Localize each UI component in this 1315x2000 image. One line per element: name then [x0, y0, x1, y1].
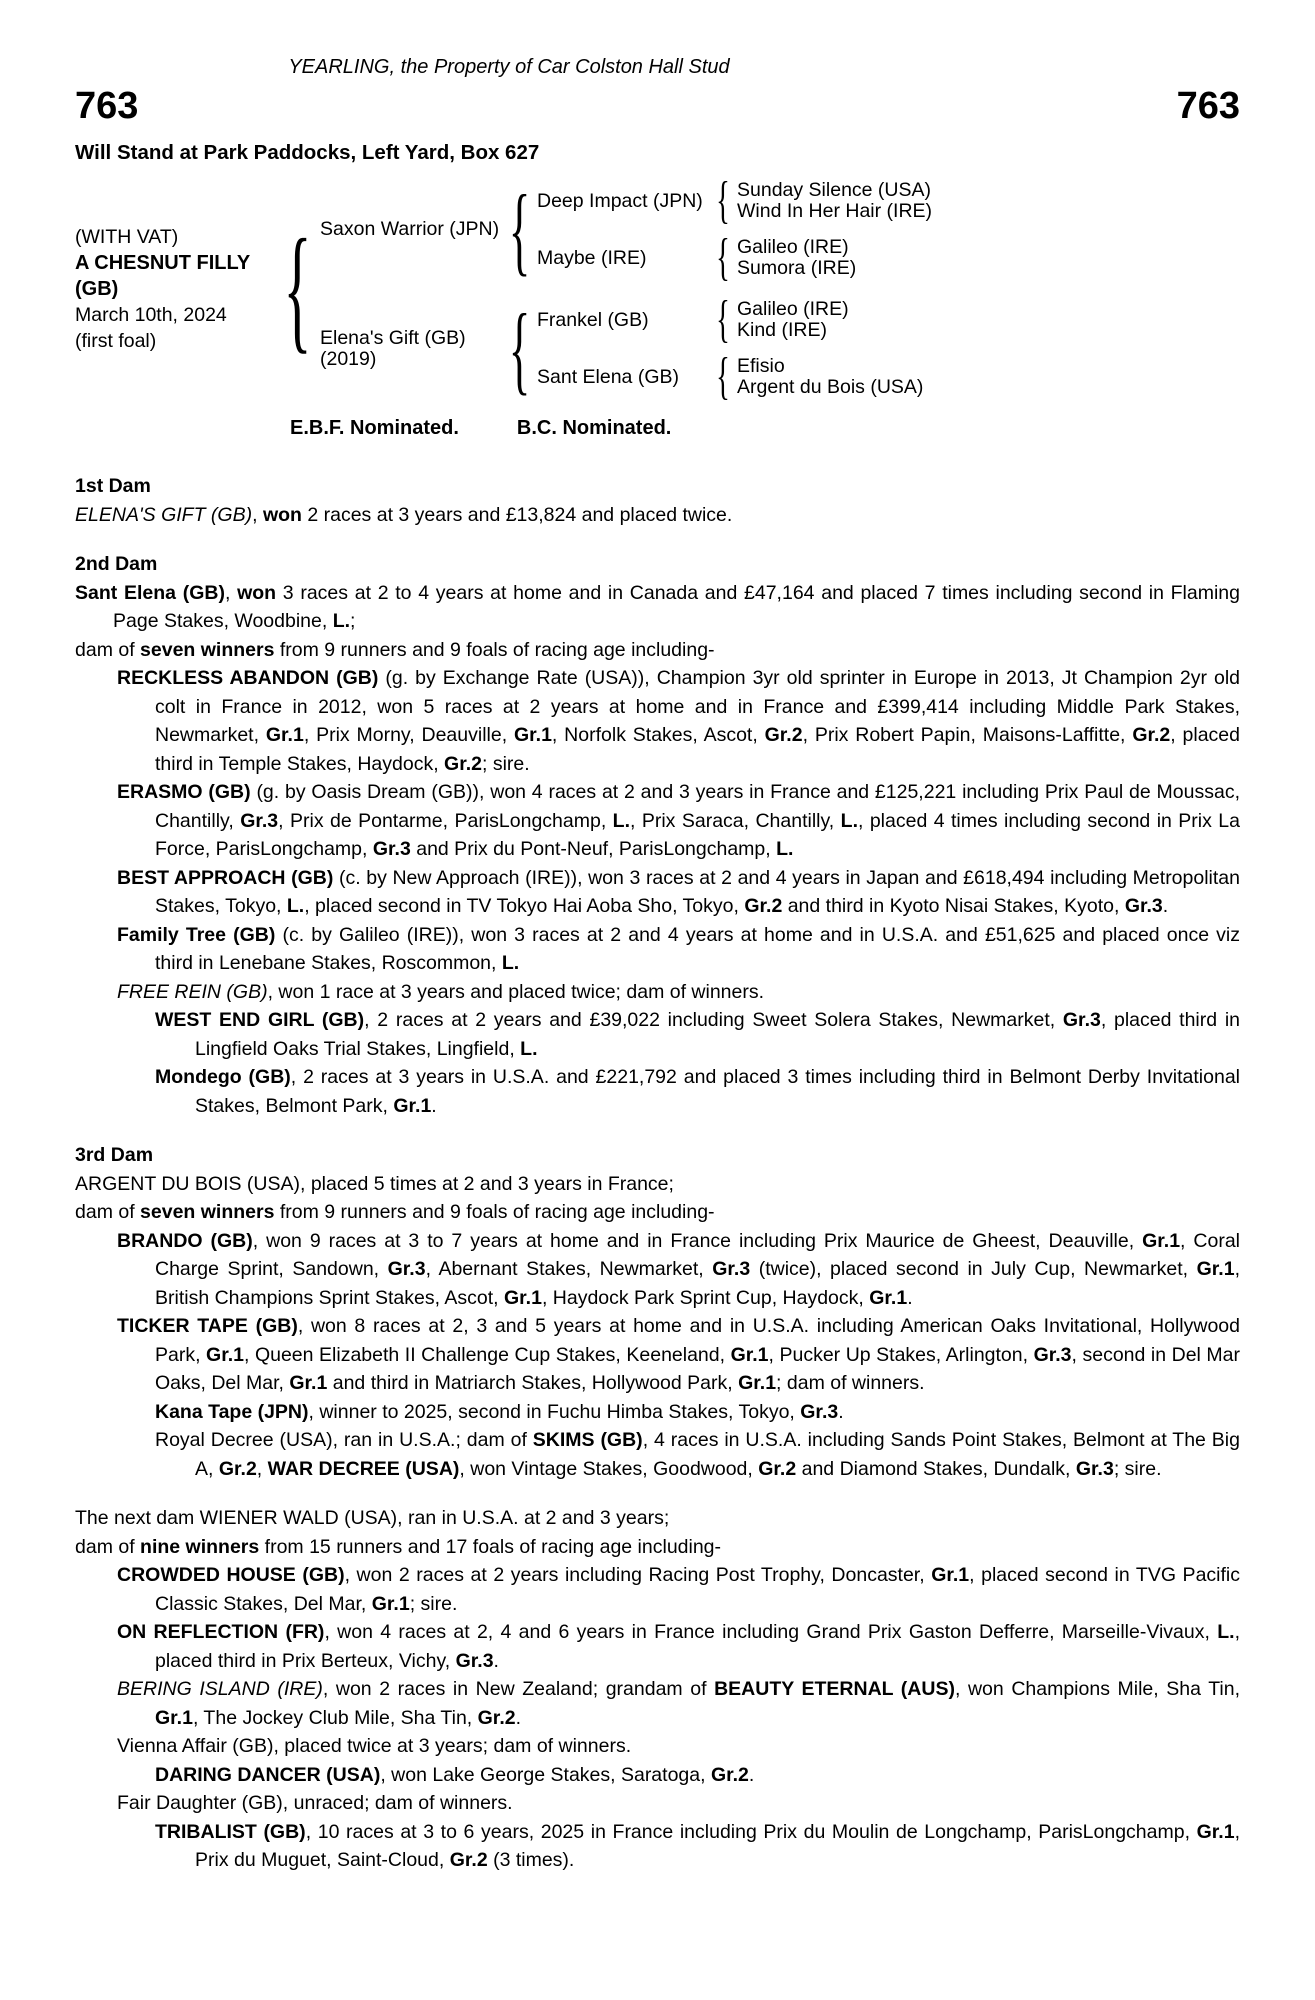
with-vat-label: (WITH VAT)	[75, 226, 179, 248]
pedigree-generations	[320, 172, 933, 405]
pedigree-paragraph: Sant Elena (GB), won 3 races at 2 to 4 years at home and in Canada and £47,164 and placed 7 times including second in Flaming Page Stakes, Woodbine, L.;	[75, 581, 1241, 632]
great-grandsire-name: Sunday Silence (USA)	[737, 178, 932, 201]
pedigree-paragraph: dam of nine winners from 15 runners and 17 foals of racing age including-	[75, 1535, 722, 1558]
pedigree-paragraph: WEST END GIRL (GB), 2 races at 2 years and £39,022 including Sweet Solera Stakes, Newmarket, Gr.3, placed third in Lingfield Oaks Trial Stakes, Lingfield, L.	[155, 1009, 1241, 1060]
catalogue-body	[75, 472, 1240, 1875]
sire-grandparents	[537, 172, 933, 286]
pedigree-paragraph: Royal Decree (USA), ran in U.S.A.; dam of SKIMS (GB), 4 races in U.S.A. including Sands Point Stakes, Belmont at The Big A, Gr.2, WAR DECREE (USA), won Vintage Stakes, Goodwood, Gr.2 and Diamond Stakes, Dundalk, Gr.3; sire.	[155, 1429, 1240, 1480]
pedigree-paragraph: RECKLESS ABANDON (GB) (g. by Exchange Rate (USA)), Champion 3yr old sprinter in Europe in 2013, Jt Champion 2yr old colt in France in 2012, won 5 races at 2 years at home and in France and £399,414 including Middle Park Stakes, Newmarket, Gr.1, Prix Morny, Deauville, Gr.1, Norfolk Stakes, Ascot, Gr.2, Prix Robert Papin, Maisons-Laffitte, Gr.2, placed third in Temple Stakes, Haydock, Gr.2; sire.	[117, 667, 1240, 775]
pedigree-paragraph: dam of seven winners from 9 runners and 9 foals of racing age including-	[75, 1201, 715, 1223]
sire-dam-branch	[537, 229, 932, 286]
dam-section-heading: 1st Dam	[75, 475, 151, 497]
dam-grandparents	[537, 291, 924, 405]
pedigree-paragraph: BEST APPROACH (GB) (c. by New Approach (IRE)), won 3 races at 2 and 4 years in Japan and £618,494 including Metropolitan Stakes, Tokyo, L., placed second in TV Tokyo Hai Aoba Sho, Tokyo, Gr.2 and third in Kyoto Nisai Stakes, Kyoto, Gr.3.	[117, 866, 1240, 917]
pedigree-paragraph: BRANDO (GB), won 9 races at 3 to 7 years at home and in France including Prix Maurice de Gheest, Deauville, Gr.1, Coral Charge Sprint, Sandown, Gr.3, Abernant Stakes, Newmarket, Gr.3 (twice), placed second in July Cup, Newmarket, Gr.1, British Champions Sprint Stakes, Ascot, Gr.1, Haydock Park Sprint Cup, Haydock, Gr.1.	[117, 1229, 1241, 1309]
pedigree-paragraph: ERASMO (GB) (g. by Oasis Dream (GB)), won 4 races at 2 and 3 years in France and £125,221 including Prix Paul de Moussac, Chantilly, Gr.3, Prix de Pontarme, ParisLongchamp, L., Prix Saraca, Chantilly, L., placed 4 times including second in Prix La Force, ParisLongchamp, Gr.3 and Prix du Pont-Neuf, ParisLongchamp, L.	[117, 781, 1240, 860]
brace-dam-dam: {	[716, 348, 730, 405]
brace-dam: {	[508, 292, 531, 404]
brace-sire: {	[508, 173, 531, 285]
pedigree-tree	[75, 172, 1240, 405]
foal-country: (GB)	[75, 278, 119, 300]
great-grandsire-name: Galileo (IRE)	[737, 297, 849, 320]
section-gap	[75, 529, 1240, 550]
pedigree-paragraph: Family Tree (GB) (c. by Galileo (IRE)), won 3 races at 2 and 4 years at home and in U.S.A. and £51,625 and placed once viz third in Lenebane Stakes, Roscommon, L.	[117, 923, 1240, 974]
dam-sire-parents	[737, 299, 849, 342]
great-granddam-name: Wind In Her Hair (IRE)	[737, 200, 933, 222]
stand-location-line: Will Stand at Park Paddocks, Left Yard, Box 627	[75, 141, 540, 164]
dam-section-heading: 2nd Dam	[75, 553, 158, 575]
dam-sire-branch	[537, 291, 923, 348]
bc-nominated-label: B.C. Nominated.	[516, 417, 672, 439]
pedigree-paragraph: CROWDED HOUSE (GB), won 2 races at 2 years including Racing Post Trophy, Doncaster, Gr.1, placed second in TVG Pacific Classic Stakes, Del Mar, Gr.1; sire.	[117, 1564, 1240, 1615]
pedigree-paragraph: TICKER TAPE (GB), won 8 races at 2, 3 and 5 years at home and in U.S.A. including American Oaks Invitational, Hollywood Park, Gr.1, Queen Elizabeth II Challenge Cup Stakes, Keeneland, Gr.1, Pucker Up Stakes, Arlington, Gr.3, second in Del Mar Oaks, Del Mar, Gr.1 and third in Matriarch Stakes, Hollywood Park, Gr.1; dam of winners.	[117, 1315, 1241, 1394]
great-grandsire-name: Efisio	[737, 354, 785, 377]
pedigree-paragraph: Kana Tape (JPN), winner to 2025, second in Fuchu Himba Stakes, Tokyo, Gr.3.	[155, 1400, 844, 1423]
pedigree-paragraph: FREE REIN (GB), won 1 race at 3 years and placed twice; dam of winners.	[117, 980, 765, 1003]
nominations-line	[75, 417, 1240, 440]
sire-dam-name: Maybe (IRE)	[537, 246, 647, 269]
pedigree-paragraph: TRIBALIST (GB), 10 races at 3 to 6 years, 2025 in France including Prix du Moulin de Longchamp, ParisLongchamp, Gr.1, Prix du Muguet, Saint-Cloud, Gr.2 (3 times).	[155, 1820, 1240, 1871]
foal-name: A CHESNUT FILLY	[75, 252, 251, 274]
property-line: YEARLING, the Property of Car Colston Hall Stud	[288, 56, 730, 78]
great-granddam-name: Kind (IRE)	[737, 319, 827, 341]
pedigree-paragraph: ON REFLECTION (FR), won 4 races at 2, 4 and 6 years in France including Grand Prix Gaston Defferre, Marseille-Vivaux, L., placed third in Prix Berteux, Vichy, Gr.3.	[117, 1621, 1240, 1672]
dam-name: Elena's Gift (GB)	[320, 326, 466, 349]
pedigree-paragraph: Mondego (GB), 2 races at 3 years in U.S.A. and £221,792 and placed 3 times including third in Belmont Derby Invitational Stakes, Belmont Park, Gr.1.	[155, 1066, 1240, 1117]
brace-dam-sire: {	[716, 291, 730, 348]
pedigree-paragraph: The next dam WIENER WALD (USA), ran in U.S.A. at 2 and 3 years;	[75, 1507, 670, 1529]
dam-dam-parents	[737, 356, 923, 399]
foal-details	[75, 224, 275, 354]
great-granddam-name: Sumora (IRE)	[737, 257, 857, 279]
brace-sire-dam: {	[716, 229, 730, 286]
ebf-nominated-label: E.B.F. Nominated.	[290, 417, 459, 439]
section-gap	[75, 1483, 1240, 1504]
pedigree-paragraph: BERING ISLAND (IRE), won 2 races in New Zealand; grandam of BEAUTY ETERNAL (AUS), won Champions Mile, Sha Tin, Gr.1, The Jockey Club Mile, Sha Tin, Gr.2.	[117, 1678, 1240, 1729]
pedigree-paragraph: Fair Daughter (GB), unraced; dam of winners.	[117, 1792, 513, 1814]
pedigree-paragraph: dam of seven winners from 9 runners and 9 foals of racing age including-	[75, 638, 715, 661]
dam-section-heading: 3rd Dam	[75, 1144, 154, 1166]
pedigree-paragraph: Vienna Affair (GB), placed twice at 3 years; dam of winners.	[117, 1735, 632, 1757]
pedigree-paragraph: ELENA'S GIFT (GB), won 2 races at 3 years and £13,824 and placed twice.	[75, 503, 733, 526]
dam-dam-name: Sant Elena (GB)	[537, 365, 679, 388]
dam-name-block	[320, 328, 502, 370]
pedigree-paragraph: ARGENT DU BOIS (USA), placed 5 times at 2 and 3 years in France;	[75, 1172, 674, 1195]
brace-generation-1: {	[283, 211, 312, 366]
sire-branch	[320, 172, 933, 286]
great-granddam-name: Argent du Bois (USA)	[737, 376, 924, 398]
sire-name: Saxon Warrior (JPN)	[320, 218, 500, 240]
great-grandsire-name: Galileo (IRE)	[737, 235, 849, 258]
sire-dam-parents	[737, 237, 856, 280]
pedigree-paragraph: DARING DANCER (USA), won Lake George Stakes, Saratoga, Gr.2.	[155, 1763, 755, 1786]
dam-year: (2019)	[320, 347, 377, 370]
dam-dam-branch	[537, 348, 924, 405]
sire-sire-parents	[737, 180, 932, 223]
dam-branch	[320, 291, 932, 405]
section-gap	[75, 1120, 1240, 1141]
lot-number-row	[75, 87, 1240, 125]
lot-number-right: 763	[1176, 85, 1240, 127]
dam-sire-name: Frankel (GB)	[537, 308, 649, 331]
foal-note: (first foal)	[75, 330, 157, 352]
sire-sire-branch	[537, 172, 933, 229]
foal-date: March 10th, 2024	[75, 304, 227, 326]
brace-sire-sire: {	[716, 172, 730, 229]
sire-sire-name: Deep Impact (JPN)	[537, 189, 703, 212]
lot-number-left: 763	[75, 85, 139, 127]
